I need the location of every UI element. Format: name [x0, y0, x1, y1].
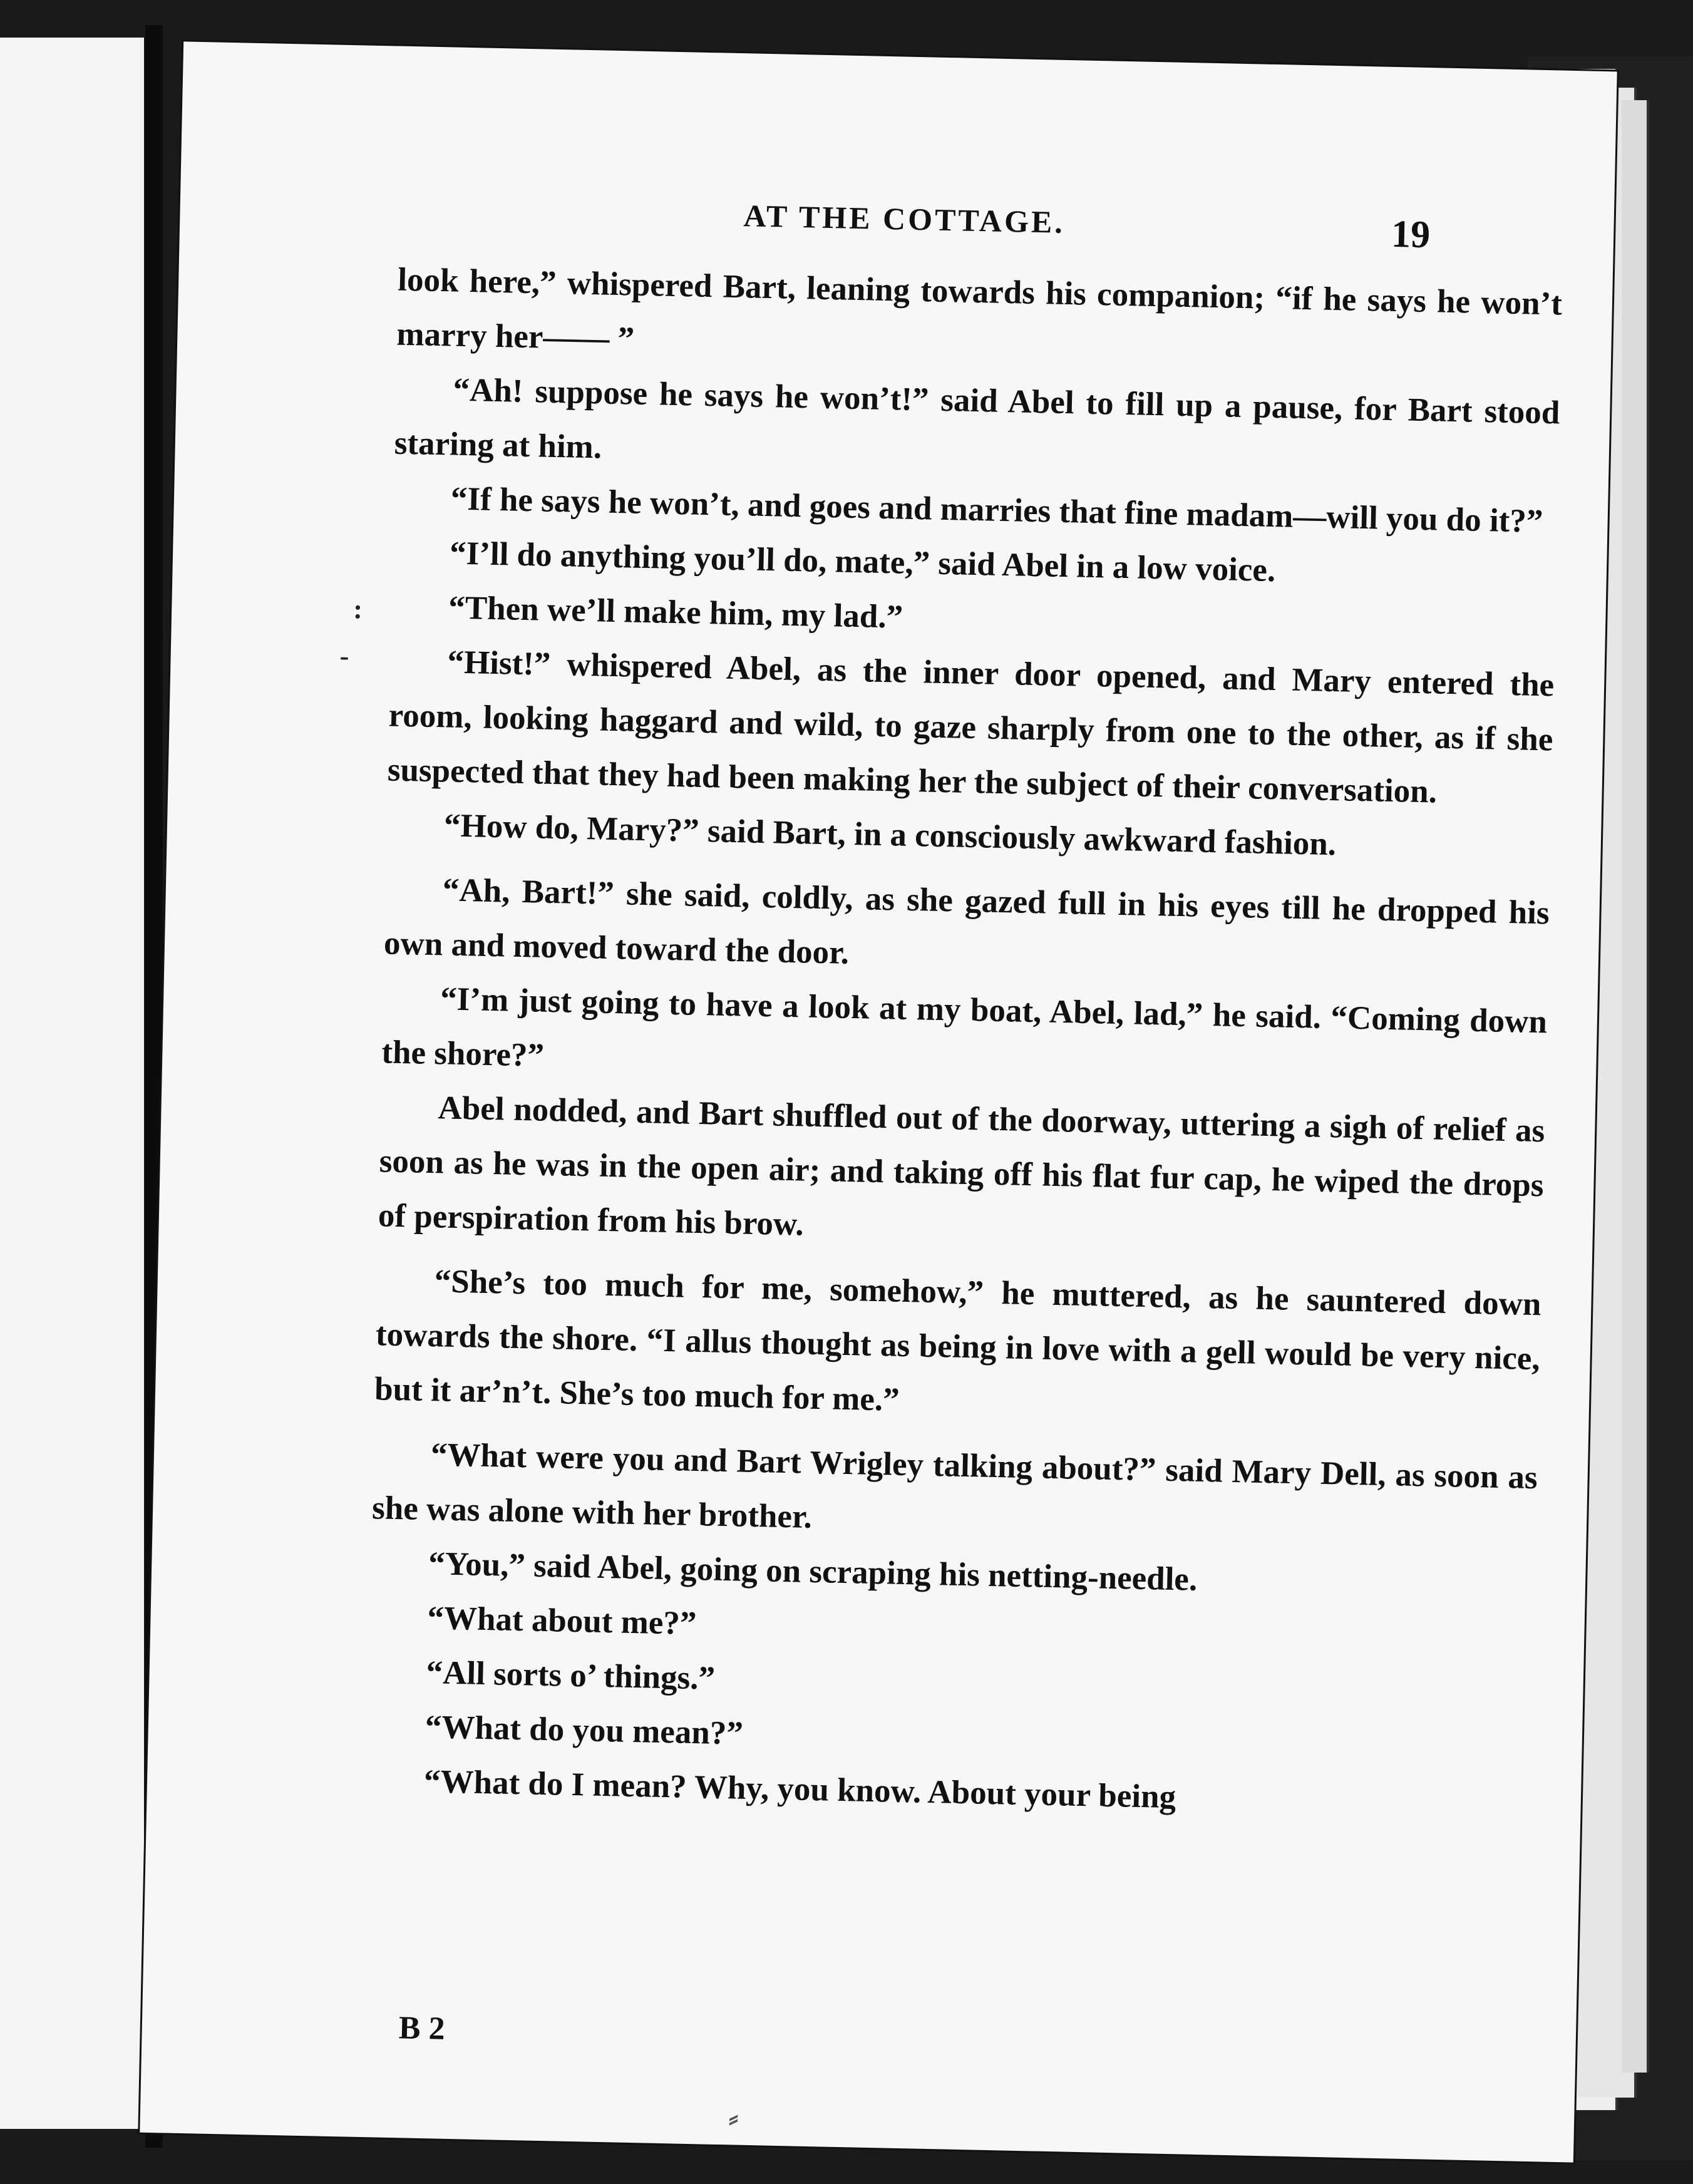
- paragraph: “What do you mean?”: [425, 1709, 744, 1752]
- paragraph: “What about me?”: [426, 1600, 697, 1642]
- page-stack-sheet: [1622, 100, 1649, 2073]
- paragraph: “You,” said Abel, going on scraping his netting-needle.: [428, 1545, 1198, 1598]
- paragraph: “I’ll do anything you’ll do, mate,” said Abel in a low voice.: [449, 535, 1276, 589]
- book-page: [140, 41, 1617, 2162]
- paragraph: “Ah, Bart!” she said, coldly, as she gazed full in his eyes till he dropped his own and moved toward the door.: [383, 872, 1550, 971]
- signature-mark: B 2: [398, 2010, 446, 2047]
- paragraph: “She’s too much for me, somehow,” he muttered, as he sauntered down towards the shore. “I allus thought as being in love with a gell would be very nice, but it ar’n’t. She’s too much for me.”: [374, 1263, 1542, 1418]
- paragraph: “How do, Mary?” said Bart, in a consciously awkward fashion.: [443, 807, 1337, 863]
- paragraph: “All sorts o’ things.”: [426, 1654, 716, 1697]
- smudge-mark: ⸗: [728, 2101, 739, 2134]
- paragraph: look here,” whispered Bart, leaning towards his companion; “if he says he won’t marry her—— ”: [396, 261, 1563, 358]
- paragraph: “I’m just going to have a look at my boat, Abel, lad,” he said. “Coming down the shore?”: [381, 981, 1548, 1074]
- page-header: [180, 185, 1614, 265]
- page-number: 19: [1391, 212, 1431, 257]
- running-head: AT THE COTTAGE.: [743, 198, 1066, 240]
- body-text: [366, 253, 1563, 1832]
- paragraph: “Hist!” whispered Abel, as the inner door opened, and Mary entered the room, looking haggard and wild, to gaze sharply from one to the other, as if she suspected that they had been making her the subject of their conversation.: [387, 644, 1555, 810]
- paragraph: “Then we’ll make him, my lad.”: [448, 589, 903, 636]
- paragraph: Abel nodded, and Bart shuffled out of the doorway, uttering a sigh of relief as soon as he was in the open air; and taking off his flat fur cap, he wiped the drops of perspiration from his brow.: [378, 1089, 1545, 1243]
- paragraph: “Ah! suppose he says he won’t!” said Abel to fill up a pause, for Bart stood staring at him.: [394, 371, 1560, 466]
- paragraph: “What were you and Bart Wrigley talking about?” said Mary Dell, as soon as she was alone with her brother.: [371, 1436, 1538, 1535]
- paragraph: “If he says he won’t, and goes and marries that fine madam—will you do it?”: [450, 480, 1543, 540]
- margin-mark: :: [352, 594, 363, 625]
- previous-page-edge: [0, 38, 148, 2129]
- margin-mark: -: [339, 640, 349, 672]
- paragraph: “What do I mean? Why, you know. About your being: [423, 1763, 1176, 1816]
